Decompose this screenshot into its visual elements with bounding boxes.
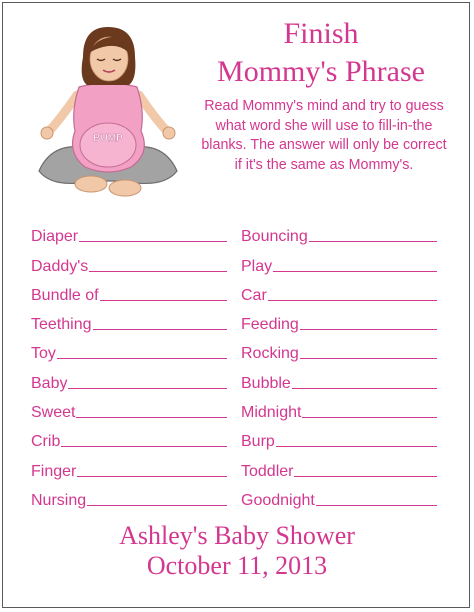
title-line-1: Finish — [283, 17, 359, 50]
event-date: October 11, 2013 — [146, 551, 328, 580]
phrase-row — [241, 334, 437, 363]
answer-blank[interactable] — [316, 505, 437, 506]
phrase-row — [31, 451, 227, 480]
phrase-row — [31, 305, 227, 334]
right-arm — [139, 95, 167, 131]
phrase-word: Play — [241, 257, 273, 275]
phrase-row — [241, 422, 437, 451]
phrase-row — [31, 481, 227, 510]
phrase-row — [31, 276, 227, 305]
right-hand — [163, 127, 175, 139]
phrase-row — [31, 393, 227, 422]
phrase-row — [31, 246, 227, 275]
answer-blank[interactable] — [61, 446, 227, 447]
phrase-word: Nursing — [31, 491, 87, 509]
left-hand — [41, 127, 53, 139]
phrase-word: Feeding — [241, 316, 299, 334]
answer-blank[interactable] — [57, 358, 227, 359]
phrase-word: Rocking — [241, 345, 299, 363]
right-foot — [109, 180, 141, 196]
phrase-word: Finger — [31, 462, 77, 480]
phrase-row — [241, 393, 437, 422]
answer-blank[interactable] — [100, 300, 227, 301]
phrase-word: Burp — [241, 433, 275, 451]
phrase-row — [241, 217, 437, 246]
answer-blank[interactable] — [294, 476, 437, 477]
phrase-word: Car — [241, 286, 267, 304]
answer-blank[interactable] — [300, 358, 437, 359]
phrase-row — [241, 363, 437, 392]
phrase-word: Bouncing — [241, 228, 308, 246]
right-word-column — [241, 217, 437, 510]
phrase-word: Crib — [31, 433, 61, 451]
phrase-row — [241, 276, 437, 305]
phrase-word: Midnight — [241, 404, 302, 422]
phrase-row — [241, 305, 437, 334]
phrase-word: Daddy's — [31, 257, 89, 275]
answer-blank[interactable] — [68, 388, 227, 389]
phrase-word: Sweet — [31, 404, 76, 422]
phrase-word: Bubble — [241, 374, 291, 392]
phrase-word: Goodnight — [241, 491, 315, 509]
phrase-word: Diaper — [31, 228, 79, 246]
phrase-row — [241, 451, 437, 480]
phrase-word: Bundle of — [31, 286, 99, 304]
answer-blank[interactable] — [89, 271, 227, 272]
answer-blank[interactable] — [276, 446, 437, 447]
answer-blank[interactable] — [300, 329, 437, 330]
phrase-row — [31, 422, 227, 451]
answer-blank[interactable] — [292, 388, 437, 389]
left-arm — [49, 95, 77, 131]
pregnant-woman-meditating-icon — [33, 21, 183, 205]
answer-blank[interactable] — [273, 271, 437, 272]
left-word-column — [31, 217, 227, 510]
phrase-row — [241, 481, 437, 510]
left-foot — [75, 176, 107, 192]
event-name: Ashley's Baby Shower — [119, 521, 355, 550]
phrase-word: Toddler — [241, 462, 294, 480]
phrase-row — [31, 363, 227, 392]
answer-blank[interactable] — [76, 417, 227, 418]
phrase-word: Baby — [31, 374, 68, 392]
instructions-text: Read Mommy's mind and try to guess what word she will use to fill-in-the blanks. The answer will only be correct if it's the same as Mommy's. — [201, 98, 447, 173]
answer-blank[interactable] — [87, 505, 227, 506]
shirt-text: BUMP — [93, 133, 123, 144]
belly — [80, 123, 136, 167]
phrase-row — [31, 217, 227, 246]
title-line-2: Mommy's Phrase — [217, 55, 425, 88]
answer-blank[interactable] — [302, 417, 437, 418]
phrase-word: Teething — [31, 316, 92, 334]
game-card — [2, 2, 470, 608]
answer-blank[interactable] — [79, 241, 227, 242]
answer-blank[interactable] — [93, 329, 228, 330]
answer-blank[interactable] — [309, 241, 437, 242]
phrase-row — [31, 334, 227, 363]
phrase-word: Toy — [31, 345, 56, 363]
answer-blank[interactable] — [268, 300, 437, 301]
answer-blank[interactable] — [77, 476, 227, 477]
phrase-row — [241, 246, 437, 275]
